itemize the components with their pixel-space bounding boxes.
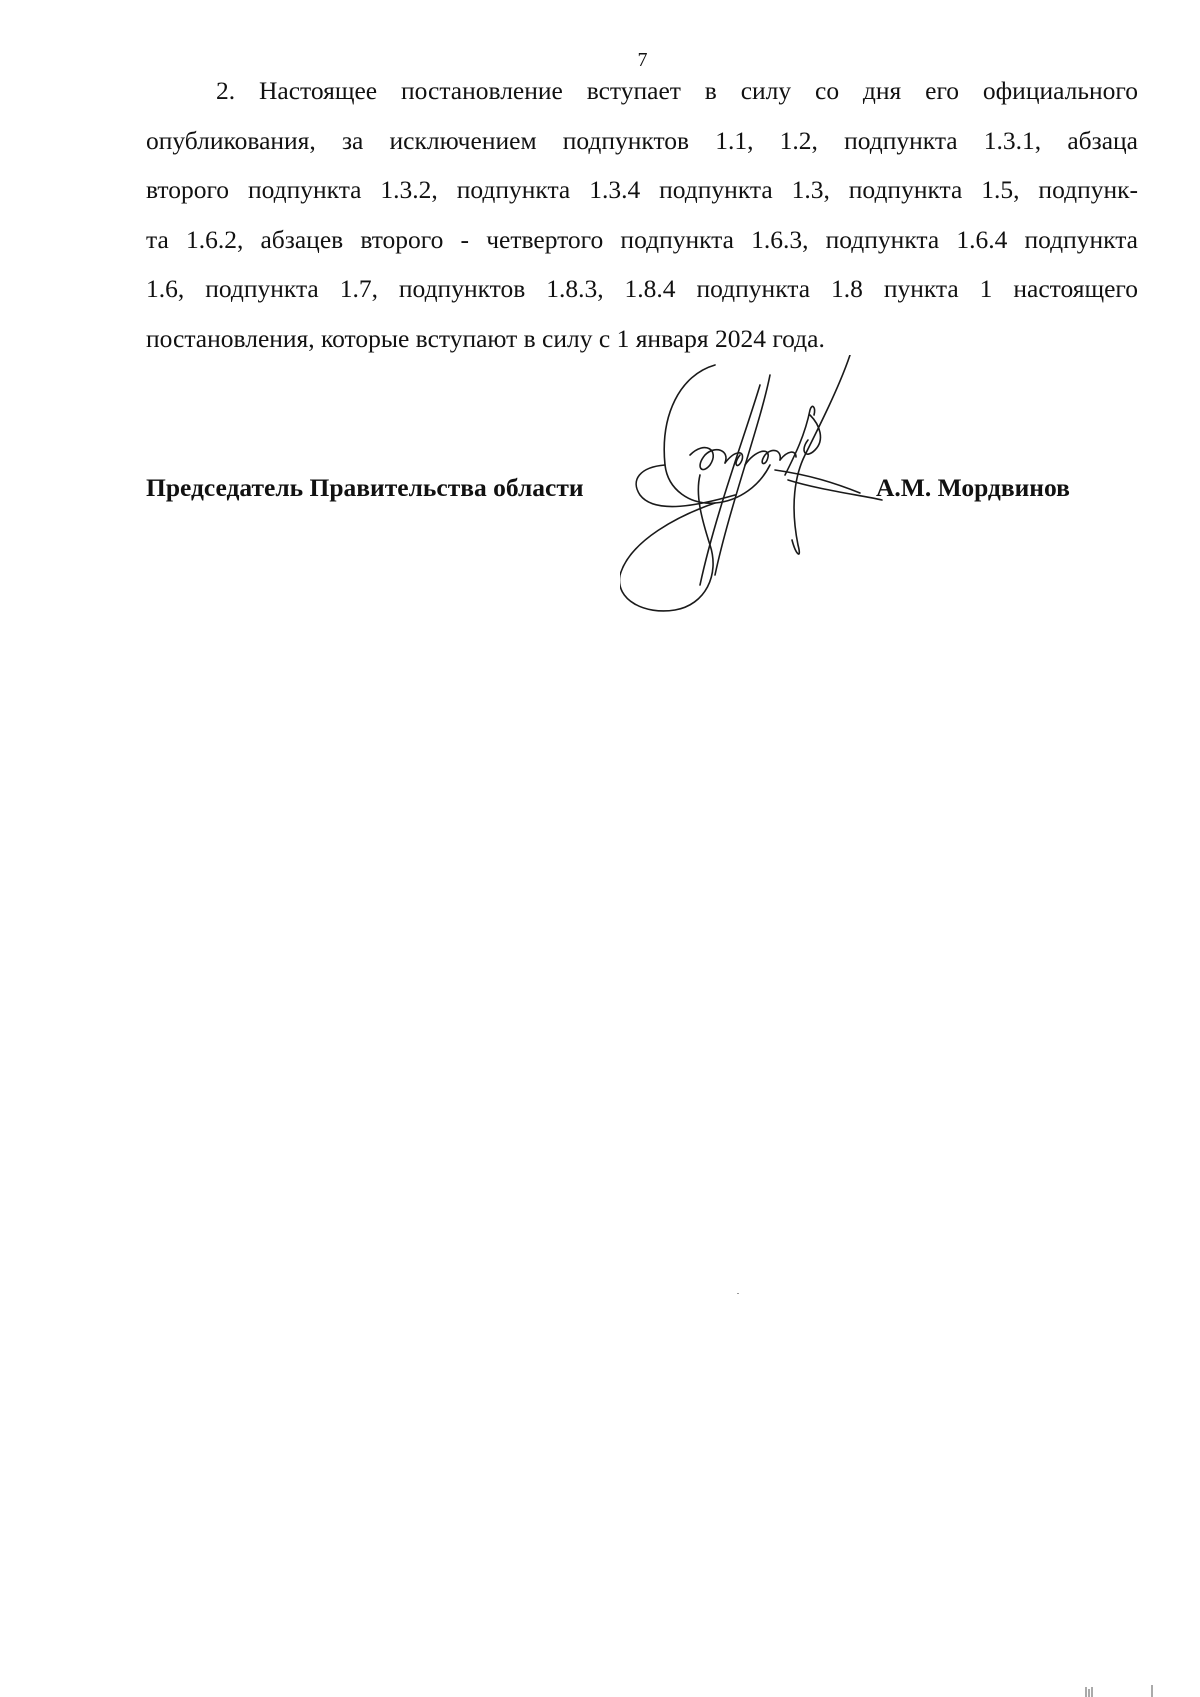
scan-speck xyxy=(737,1293,739,1294)
signer-name: А.М. Мордвинов xyxy=(876,473,1070,502)
paragraph-line: второго подпункта 1.3.2, подпункта 1.3.4 подпункта 1.3, подпункта 1.5, подпунк- xyxy=(146,175,1138,204)
paragraph-line: 1.6, подпункта 1.7, подпунктов 1.8.3, 1.8.4 подпункта 1.8 пункта 1 настоящего xyxy=(146,274,1138,303)
paragraph-line: та 1.6.2, абзацев второго - четвертого подпункта 1.6.3, подпункта 1.6.4 подпункта xyxy=(146,224,1138,254)
signer-position: Председатель Правительства области xyxy=(146,473,584,502)
handwritten-signature xyxy=(620,355,960,615)
paragraph-line: опубликования, за исключением подпунктов 1.1, 1.2, подпункта 1.3.1, абзаца xyxy=(146,125,1138,155)
paragraph-line: постановления, которые вступают в силу с 1 января 2024 года. xyxy=(146,323,825,353)
scan-edge-marks xyxy=(1080,1677,1200,1697)
paragraph-line: 2. Настоящее постановление вступает в силу со дня его официального xyxy=(216,76,1138,105)
resolution-paragraph-2 xyxy=(146,66,1138,363)
page-number: 7 xyxy=(637,49,648,71)
